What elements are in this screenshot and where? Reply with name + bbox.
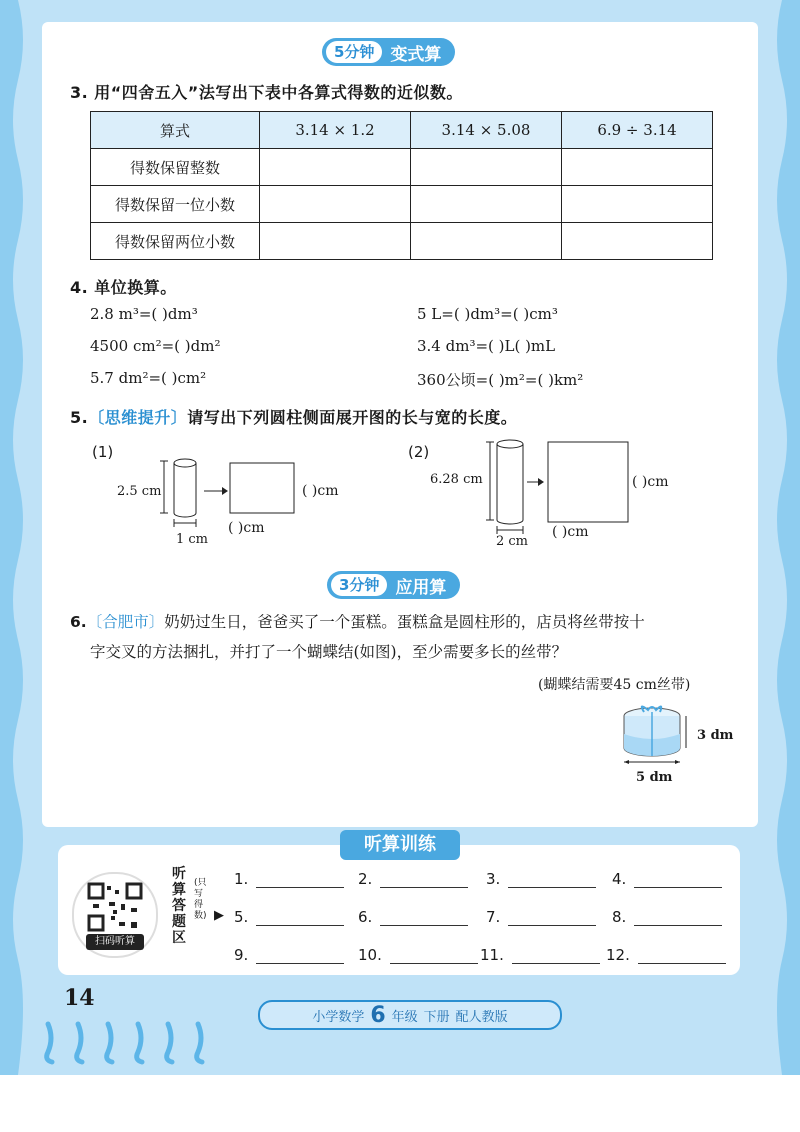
- question-number: 5.: [70, 408, 89, 427]
- section-header-application: [327, 571, 460, 599]
- question-6-text-2: 字交叉的方法捆扎，并打了一个蝴蝶结(如图)，至少需要多长的丝带？: [90, 643, 568, 661]
- approximation-table: [90, 111, 713, 260]
- cake-box-illustration: [618, 700, 698, 770]
- answer-slot[interactable]: 6.: [358, 908, 468, 926]
- answer-area-sublabel: (只写得数): [194, 878, 207, 921]
- table-header-cell: 3.14 × 1.2: [260, 112, 411, 149]
- answer-slot[interactable]: 5.: [234, 908, 344, 926]
- question-5-text: 请写出下列圆柱侧面展开图的长与宽的长度。: [187, 408, 518, 427]
- cylinder-1-diameter: 1 cm: [176, 532, 209, 547]
- answer-cell[interactable]: [260, 223, 411, 260]
- answer-cell[interactable]: [562, 223, 713, 260]
- wavy-border-left: [0, 0, 28, 1075]
- blank-1-height: ( )cm: [228, 520, 265, 536]
- question-tag: 〔合肥市〕: [86, 613, 165, 631]
- blank-2-height: ( )cm: [552, 524, 589, 540]
- conversion-item: 2.8 m³=( )dm³: [90, 305, 198, 323]
- conversion-item: 5 L=( )dm³=( )cm³: [417, 305, 558, 323]
- answer-slot[interactable]: 10.: [358, 946, 478, 964]
- answer-slot[interactable]: 3.: [486, 870, 596, 888]
- question-tag: 〔思维提升〕: [88, 408, 188, 427]
- answer-area-label: 听算答题区: [172, 866, 186, 946]
- answer-cell[interactable]: [411, 223, 562, 260]
- qr-badge[interactable]: [72, 872, 158, 958]
- figure-1-label: (1): [92, 443, 114, 461]
- question-3-text: 3. 用“四舍五入”法写出下表中各算式得数的近似数。: [70, 83, 463, 102]
- row-label: 得数保留一位小数: [91, 186, 260, 223]
- table-header-cell: 6.9 ÷ 3.14: [562, 112, 713, 149]
- answer-cell[interactable]: [260, 186, 411, 223]
- section-title: 应用算: [395, 577, 447, 598]
- question-number: 6.: [70, 613, 87, 631]
- qr-code-icon: [87, 882, 143, 932]
- answer-cell[interactable]: [562, 149, 713, 186]
- answer-slot[interactable]: 7.: [486, 908, 596, 926]
- listening-title: 听算训练: [340, 830, 460, 860]
- conversion-item: 360公顷=( )m²=( )km²: [417, 371, 584, 389]
- section-header-variant: [322, 38, 455, 66]
- conversion-item: 5.7 dm²=( )cm²: [90, 369, 207, 387]
- cake-height: 3 dm: [697, 728, 734, 743]
- question-5: [70, 405, 517, 428]
- footer-edition: 配人教版: [455, 1009, 508, 1025]
- wavy-border-right: [772, 0, 800, 1075]
- conversion-item: 3.4 dm³=( )L( )mL: [417, 337, 556, 355]
- answer-cell[interactable]: [260, 149, 411, 186]
- answer-slot[interactable]: 8.: [612, 908, 722, 926]
- table-header-cell: 3.14 × 5.08: [411, 112, 562, 149]
- section-title: 变式算: [390, 44, 442, 65]
- blank-1-width: ( )cm: [302, 483, 339, 499]
- row-label: 得数保留整数: [91, 149, 260, 186]
- blank-2-width: ( )cm: [632, 474, 669, 490]
- question-6-text-1: 奶奶过生日，爸爸买了一个蛋糕。蛋糕盒是圆柱形的，店员将丝带按十: [164, 613, 645, 631]
- footer-grade: 年级: [391, 1009, 418, 1025]
- answer-slot[interactable]: 11.: [480, 946, 600, 964]
- table-row: [91, 223, 713, 260]
- answer-slot[interactable]: 9.: [234, 946, 344, 964]
- answer-slot[interactable]: 1.: [234, 870, 344, 888]
- answer-cell[interactable]: [562, 186, 713, 223]
- footer-grade-number: 6: [370, 1002, 386, 1028]
- time-badge: 3分钟: [331, 574, 387, 596]
- table-row: [91, 149, 713, 186]
- qr-label: 扫码听算: [86, 934, 144, 950]
- book-footer: [258, 1000, 562, 1030]
- decorative-waves: [40, 1018, 230, 1068]
- figure-2-label: (2): [408, 443, 430, 461]
- answer-slot[interactable]: 12.: [606, 946, 726, 964]
- question-4-text: 4. 单位换算。: [70, 278, 177, 297]
- time-badge: 5分钟: [326, 41, 382, 63]
- cake-diameter: 5 dm: [636, 770, 673, 785]
- row-label: 得数保留两位小数: [91, 223, 260, 260]
- answer-cell[interactable]: [411, 186, 562, 223]
- page-number: 14: [64, 985, 95, 1011]
- table-row: [91, 186, 713, 223]
- table-header-cell: 算式: [91, 112, 260, 149]
- question-6-note: (蝴蝶结需要45 cm丝带): [538, 677, 691, 693]
- cylinder-2-height: 6.28 cm: [430, 472, 483, 487]
- answer-slot[interactable]: 2.: [358, 870, 468, 888]
- conversion-item: 4500 cm²=( )dm²: [90, 337, 221, 355]
- cylinder-2-diagram: [486, 436, 636, 536]
- footer-subject: 小学数学: [312, 1009, 365, 1025]
- question-6-line-1: [70, 610, 645, 632]
- play-arrow-icon[interactable]: ▶: [214, 908, 224, 923]
- table-header-row: [91, 112, 713, 149]
- answer-cell[interactable]: [411, 149, 562, 186]
- cylinder-1-height: 2.5 cm: [117, 484, 162, 499]
- cylinder-2-diameter: 2 cm: [496, 534, 529, 549]
- footer-volume: 下册: [423, 1009, 450, 1025]
- answer-slot[interactable]: 4.: [612, 870, 722, 888]
